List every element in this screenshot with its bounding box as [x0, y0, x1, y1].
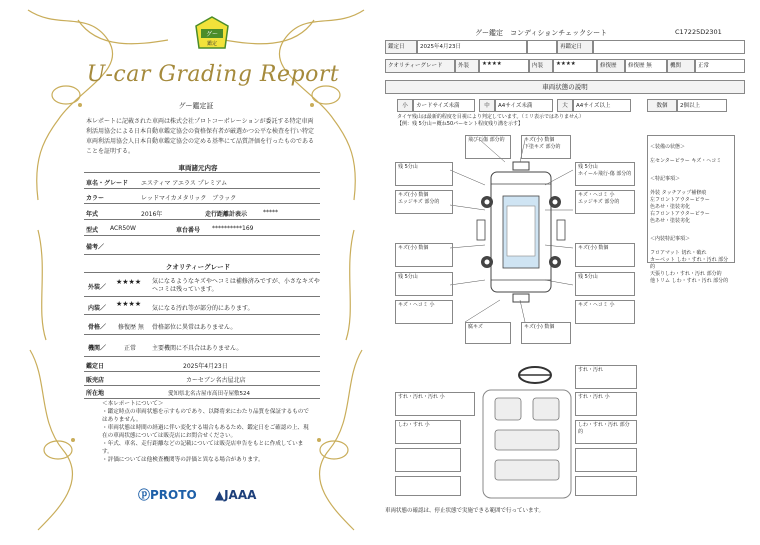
engine-comment: 主要機関に不具合はありません。 [152, 345, 243, 352]
address-value: 愛知県北名古屋市高田寺屋敷524 [168, 391, 250, 397]
ext-stars: ★★★★ [479, 59, 529, 73]
divider [84, 334, 320, 335]
divider [84, 254, 320, 255]
divider [84, 356, 320, 357]
interior-point: すれ・汚れ・汚れ 小 [395, 392, 475, 416]
interior-remarks-title: ＜内装特記事項＞ [650, 236, 691, 242]
grading-report [18, 0, 374, 545]
date-label: 鑑定日 [385, 40, 417, 54]
equipment-title: ＜装備の状態＞ [650, 144, 686, 150]
damage-point: 飛び石傷 部分的 [465, 135, 511, 159]
divider [84, 235, 320, 236]
certificate-title: グー鑑定証 [178, 102, 214, 110]
damage-point: キズ(小) 数個 エッジキズ 部分的 [395, 190, 453, 214]
store-value: カーセブン名古屋北店 [186, 377, 246, 384]
note-item: ・鑑定時点の車両状態を示すものであり、以降将来にわたり品質を保証するものではありません。 [102, 409, 309, 423]
svg-text:グー: グー [205, 31, 219, 38]
store-label: 販売店 [86, 377, 105, 384]
frame-comment: 骨格部位に異常はありません。 [152, 324, 237, 331]
interior-point-empty [575, 476, 637, 496]
exterior-stars: ★★★★ [116, 278, 142, 286]
date-label: 鑑定日 [86, 363, 105, 370]
quality-section-title: クオリティーグレード [165, 263, 231, 271]
date-blank [527, 40, 557, 54]
interior-point: しわ・すれ 小 [395, 420, 461, 444]
sheet-title: グー鑑定 コンディションチェックシート [475, 29, 608, 37]
jaaa-logo: ▲JAAA [214, 488, 257, 502]
damage-point: 残 5分山 ホイール飛行-傷 部分的 [575, 162, 635, 186]
engine-label: 機関 [667, 59, 695, 73]
divider [84, 398, 320, 399]
exterior-comment: 気になるようなキズやヘコミは補修済みですが、小さなキズやヘコミは残っています。 [152, 278, 320, 293]
count-desc: 2個以上 [677, 99, 727, 112]
size-large-desc: A4サイズ以上 [573, 99, 631, 112]
redate-label: 再鑑定日 [557, 40, 593, 54]
steering-wheel-icon [515, 364, 555, 386]
divider [84, 219, 320, 220]
remarks-title: ＜特記事項＞ [650, 176, 681, 182]
engine-value: 正常 [124, 345, 137, 352]
interior-stars: ★★★★ [116, 300, 142, 308]
frame-label: 修復歴 [597, 59, 625, 73]
interior-remarks-text: フロアマット 切れ・破れ カーペット しわ・すれ・汚れ 部分的 天張りしわ・すれ・汚れ 部分的 他トリム しわ・すれ・汚れ 部分的 [650, 250, 729, 284]
goo-kantei-badge-icon [195, 16, 229, 50]
int-stars: ★★★★ [553, 59, 597, 73]
qg-label: クオリティーグレード [385, 59, 455, 73]
vehicle-section-title: 車両諸元内容 [178, 164, 218, 172]
interior-seat-diagram [477, 388, 577, 500]
tire-note: タイヤ残山は最新的程度を目視により判定しています。（ミリ表示ではありません） [397, 114, 585, 120]
sheet-footer-note: 車両状態の確認は、停止状態で実施できる範囲で行っています。 [385, 508, 545, 514]
chassis-value: **********169 [212, 225, 254, 232]
size-mid-desc: A4サイズ未満 [495, 99, 553, 112]
name-label: 車名・グレード [86, 180, 129, 187]
size-mid: 中 [479, 99, 495, 112]
damage-point: 残 5分山 [575, 272, 635, 296]
divider [84, 203, 320, 204]
frame-label: 骨格／ [88, 324, 107, 331]
damage-point: キズ(小) 数個 [521, 322, 571, 344]
section-title: 車両状態の説明 [385, 80, 745, 94]
int-label: 内装 [529, 59, 553, 73]
ext-label: 外装 [455, 59, 479, 73]
special-notes [647, 135, 735, 284]
damage-point: キズ・ヘコミ 小 [575, 300, 635, 324]
report-notes [102, 400, 312, 464]
year-value: 2016年 [141, 211, 163, 218]
frame-value: 修復歴 無 [118, 324, 144, 331]
damage-point: キズ(小) 数個 [395, 243, 453, 267]
mileage-label: 走行距離計表示 [205, 211, 248, 218]
damage-point: 残 5分山 [395, 162, 453, 186]
address-label: 所在地 [86, 390, 105, 397]
size-small-desc: カードサイズ未満 [413, 99, 475, 112]
color-value: レッドマイカメタリック ブラック [141, 195, 237, 202]
interior-point-empty [395, 476, 461, 496]
divider [84, 296, 320, 297]
date-value: 2025年4月23日 [183, 363, 228, 370]
sheet-code: C17225D2301 [675, 28, 722, 36]
proto-logo: ⓟPROTO [138, 488, 197, 502]
count-label: 数個 [647, 99, 677, 112]
interior-point-empty [395, 448, 461, 472]
condition-check-sheet [385, 0, 745, 545]
model-value: ACR50W [110, 225, 136, 232]
jaaa-mark-icon: ▲ [214, 488, 225, 502]
damage-point: キズ(小) 数個 [575, 243, 635, 267]
intro-text: 本レポートに記載された車両は株式会社プロトコーポレーションが委託する特定車両利活用協会による日本自動車鑑定協会の資格保有者が厳選かつ公平な検査を行い特定車両利活用協会人日本自動車鑑定協会の定める基準にて品質評価を行ったものであることを証明する。 [86, 118, 315, 155]
damage-point: キズ(小) 数個 下塗キズ 部分的 [521, 135, 571, 159]
divider [84, 314, 320, 315]
interior-point-empty [575, 448, 637, 472]
interior-comment: 気になる汚れ等が部分的にあります。 [152, 305, 254, 312]
engine-value: 正常 [695, 59, 745, 73]
remarks-label: 備考／ [86, 244, 105, 251]
frame-value: 修復歴 無 [625, 59, 667, 73]
footer-logos [138, 486, 256, 503]
damage-point: 残 5分山 [395, 272, 453, 296]
size-large: 大 [557, 99, 573, 112]
engine-label: 機関／ [88, 345, 107, 352]
size-small: 小 [397, 99, 413, 112]
name-value: エスティマ アエラス プレミアム [141, 180, 228, 187]
model-label: 型式 [86, 227, 99, 234]
interior-point: しわ・すれ・汚れ 部分的 [575, 420, 637, 444]
svg-text:鑑定: 鑑定 [206, 41, 218, 47]
year-label: 年式 [86, 211, 99, 218]
mileage-value: ***** [263, 209, 278, 216]
interior-label: 内装／ [88, 305, 107, 312]
damage-point: キズ・ヘコミ 小 エッジキズ 部分的 [575, 190, 635, 214]
interior-point: すれ・汚れ 小 [575, 392, 637, 416]
proto-mark-icon: ⓟ [138, 488, 151, 502]
damage-point: キズ・ヘコミ 小 [395, 300, 453, 324]
remarks-text: 外装 タッチアップ補修痕 左フロントアウターピラー 色あせ・塗装劣化 右フロントアウターピラー 色あせ・塗装劣化 [650, 190, 710, 224]
report-script-title: U-car Grading Report [86, 62, 340, 87]
tire-example: 【例：残 5分山＝概ね50パーセント程度残り溝を示す】 [397, 121, 524, 127]
note-item: ・評価については他検査機関等の評価と異なる場合があります。 [102, 457, 264, 463]
equipment-text: 左センターピラー キズ・ヘコミ [650, 158, 722, 164]
interior-point: すれ・汚れ [575, 365, 637, 389]
damage-point: 腐キズ [465, 322, 511, 344]
divider [84, 371, 320, 372]
date-value: 2025年4月23日 [417, 40, 527, 54]
note-item: ・年式、車名、走行距離などの記載については販売店申告をもとに作成しています。 [102, 441, 304, 455]
chassis-label: 車台番号 [176, 227, 201, 234]
note-item: ・車両状態は時間の経過に伴い変化する場合もあるため、鑑定日をご確認の上、現在の車両状態については販売店にお問合せください。 [102, 425, 309, 439]
divider [84, 385, 320, 386]
exterior-label: 外装／ [88, 284, 107, 291]
notes-title: ＜本レポートについて＞ [102, 401, 164, 407]
redate-value [593, 40, 745, 54]
divider [84, 272, 320, 273]
color-label: カラー [86, 195, 105, 202]
divider [84, 188, 320, 189]
divider [84, 172, 320, 173]
